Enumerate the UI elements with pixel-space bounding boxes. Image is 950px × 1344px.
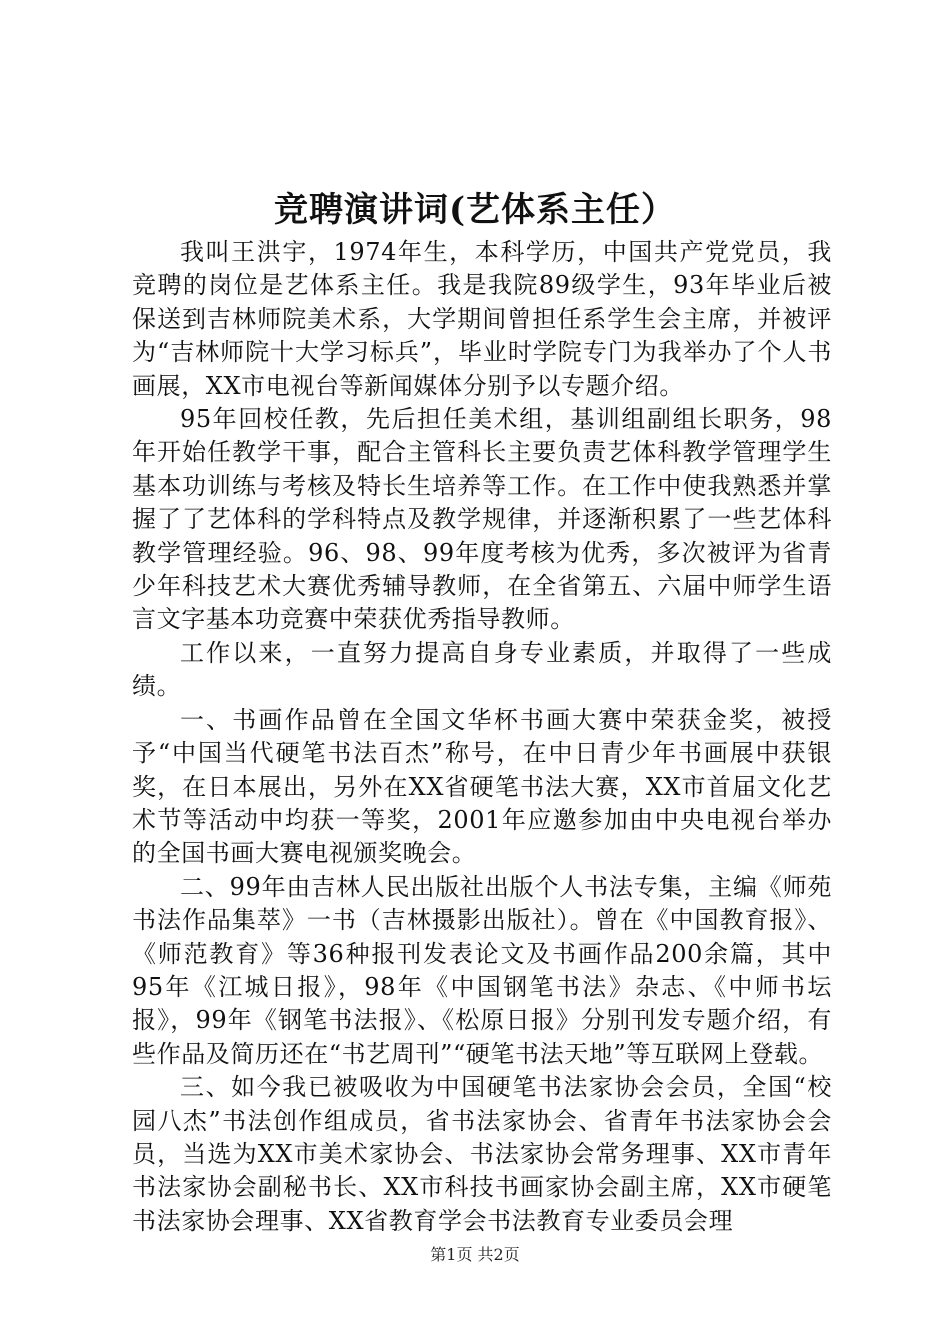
paragraph-intro: 我叫王洪宇，1974年生，本科学历，中国共产党党员，我竞聘的岗位是艺体系主任。我是我院89级学生，93年毕业后被保送到吉林师院美术系，大学期间曾担任系学生会主席，并被评为“吉林师院十大学习标兵”，毕业时学院专门为我举办了个人书画展，XX市电视台等新闻媒体分别予以专题介绍。	[132, 238, 832, 400]
paragraph-achievement-three: 三、如今我已被吸收为中国硬笔书法家协会会员，全国“校园八杰”书法创作组成员，省书法家协会、省青年书法家协会会员，当选为XX市美术家协会、书法家协会常务理事、XX市青年书法家协会副秘书长、XX市科技书画家协会副主席，XX市硬笔书法家协会理事、XX省教育学会书法教育专业委员会理	[132, 1073, 832, 1235]
paragraph-achievement-two: 二、99年由吉林人民出版社出版个人书法专集，主编《师苑书法作品集萃》一书（吉林摄影出版社）。曾在《中国教育报》、《师范教育》等36种报刊发表论文及书画作品200余篇，其中95年《江城日报》，98年《中国钢笔书法》杂志、《中师书坛报》，99年《钢笔书法报》、《松原日报》分别刊发专题介绍，有些作品及简历还在“书艺周刊”“硬笔书法天地”等互联网上登载。	[132, 872, 832, 1068]
paragraph-achievements-intro: 工作以来，一直努力提高自身专业素质，并取得了一些成绩。	[132, 638, 832, 701]
paragraph-achievement-one: 一、书画作品曾在全国文华杯书画大赛中荣获金奖，被授予“中国当代硬笔书法百杰”称号，在中日青少年书画展中获银奖，在日本展出，另外在XX省硬笔书法大赛，XX市首届文化艺术节等活动中均获一等奖，2001年应邀参加由中央电视台举办的全国书画大赛电视颁奖晚会。	[132, 705, 832, 868]
document-title: 竞聘演讲词(艺体系主任）	[273, 190, 677, 230]
paragraph-teaching-career: 95年回校任教，先后担任美术组，基训组副组长职务，98年开始任教学干事，配合主管科长主要负责艺体科教学管理学生基本功训练与考核及特长生培养等工作。在工作中使我熟悉并掌握了了艺体科的学科特点及教学规律，并逐渐积累了一些艺体科教学管理经验。96、98、99年度考核为优秀，多次被评为省青少年科技艺术大赛优秀辅导教师，在全省第五、六届中师学生语言文字基本功竞赛中荣获优秀指导教师。	[132, 405, 832, 634]
document-body	[132, 236, 832, 1238]
page-number-footer: 第1页 共2页	[430, 1245, 520, 1264]
